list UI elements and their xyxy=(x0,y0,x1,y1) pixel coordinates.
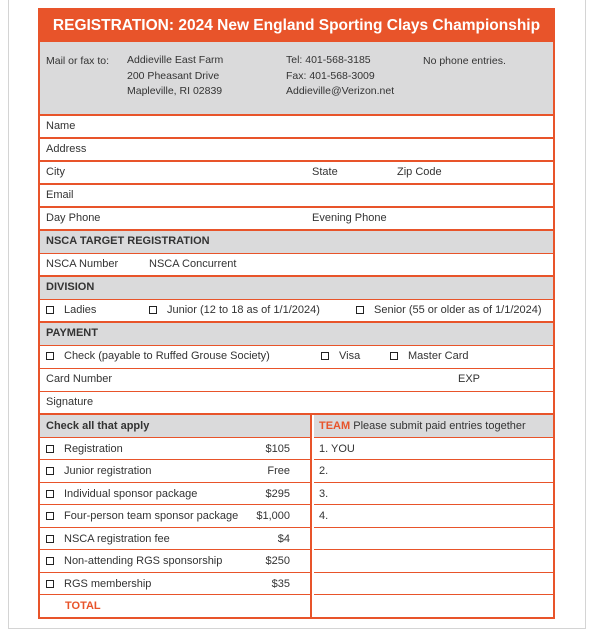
checkbox-icon[interactable] xyxy=(46,445,54,453)
team-heading-row xyxy=(314,415,553,438)
fee-item-price: $295 xyxy=(265,487,290,500)
fee-item-label: Four-person team sponsor package xyxy=(64,510,239,522)
total-row[interactable] xyxy=(40,595,310,618)
address-label: Address xyxy=(46,143,87,155)
contact-tel: Tel: 401-568-3185 xyxy=(286,54,371,66)
day-phone-label: Day Phone xyxy=(46,212,101,224)
team-entry: 2. xyxy=(319,465,329,477)
payment-method-row xyxy=(40,346,553,369)
team-heading: TEAM xyxy=(319,420,351,432)
nsca-number-label: NSCA Number xyxy=(46,258,119,270)
team-entry-row[interactable] xyxy=(314,460,553,483)
payment-option-visa[interactable]: Visa xyxy=(321,346,360,367)
fee-item-label: RGS membership xyxy=(64,577,152,590)
total-label: TOTAL xyxy=(65,600,101,612)
team-entry-row[interactable] xyxy=(314,528,553,551)
registration-form xyxy=(38,8,555,619)
checklist-heading-row xyxy=(40,415,310,438)
payment-option-mastercard[interactable]: Master Card xyxy=(390,346,469,367)
team-heading-note: Please submit paid entries together xyxy=(353,420,526,432)
team-entry: 3. xyxy=(319,487,329,500)
payment-heading: PAYMENT xyxy=(46,327,98,339)
fees-column xyxy=(40,415,312,617)
fee-item-row[interactable] xyxy=(40,573,310,596)
checkbox-icon[interactable] xyxy=(46,535,54,543)
checkbox-icon[interactable] xyxy=(46,512,54,520)
team-entry-row[interactable] xyxy=(314,505,553,528)
phone-row[interactable] xyxy=(40,208,553,231)
checkbox-icon[interactable] xyxy=(46,467,54,475)
no-phone-note: No phone entries. xyxy=(423,55,506,67)
division-heading: DIVISION xyxy=(46,281,95,293)
email-row[interactable] xyxy=(40,185,553,208)
name-label: Name xyxy=(46,120,76,132)
payment-option-check[interactable]: Check (payable to Ruffed Grouse Society) xyxy=(46,346,270,367)
fee-item-price: $1,000 xyxy=(256,510,290,522)
division-option-junior[interactable]: Junior (12 to 18 as of 1/1/2024) xyxy=(149,300,320,321)
division-option-ladies[interactable]: Ladies xyxy=(46,300,96,321)
team-entry-row[interactable] xyxy=(314,483,553,506)
contact-fax: Fax: 401-568-3009 xyxy=(286,69,375,82)
zip-label: Zip Code xyxy=(397,166,442,178)
fee-item-price: $250 xyxy=(265,555,290,567)
mail-label: Mail or fax to: xyxy=(46,55,110,67)
fee-item-row[interactable] xyxy=(40,460,310,483)
fee-item-label: Junior registration xyxy=(64,465,152,477)
fee-item-row[interactable] xyxy=(40,505,310,528)
signature-label: Signature xyxy=(46,396,94,408)
checkbox-icon[interactable] xyxy=(46,490,54,498)
fee-item-row[interactable] xyxy=(40,483,310,506)
fee-item-label: Individual sponsor package xyxy=(64,487,198,500)
fee-item-price: $4 xyxy=(277,532,290,545)
checkbox-icon[interactable] xyxy=(46,580,54,588)
fees-and-team-section xyxy=(40,415,553,617)
fee-item-price: $105 xyxy=(265,442,290,455)
team-entry-row[interactable] xyxy=(314,595,553,618)
name-row[interactable] xyxy=(40,116,553,139)
card-number-row[interactable] xyxy=(40,369,553,392)
checkbox-icon[interactable] xyxy=(390,352,398,360)
nsca-row[interactable] xyxy=(40,254,553,277)
team-entry-row[interactable] xyxy=(314,550,553,573)
fee-item-row[interactable] xyxy=(40,438,310,461)
city-label: City xyxy=(46,166,65,178)
nsca-heading-row xyxy=(40,231,553,254)
exp-label: EXP xyxy=(458,373,481,385)
mail-address-line-2: 200 Pheasant Drive xyxy=(127,69,220,82)
fee-item-label: Non-attending RGS sponsorship xyxy=(64,555,223,567)
division-heading-row xyxy=(40,277,553,300)
city-row[interactable] xyxy=(40,162,553,185)
signature-row[interactable] xyxy=(40,392,553,415)
fee-item-price: $35 xyxy=(271,577,290,590)
team-entry-row[interactable] xyxy=(314,573,553,596)
form-title: REGISTRATION: 2024 New England Sporting Clays Championship xyxy=(40,10,553,42)
division-row xyxy=(40,300,553,323)
state-label: State xyxy=(312,166,338,178)
fee-item-label: NSCA registration fee xyxy=(64,532,170,545)
fee-item-row[interactable] xyxy=(40,550,310,573)
team-entry-row[interactable] xyxy=(314,438,553,461)
payment-heading-row xyxy=(40,323,553,346)
checkbox-icon[interactable] xyxy=(46,352,54,360)
checkbox-icon[interactable] xyxy=(46,306,54,314)
address-row[interactable] xyxy=(40,139,553,162)
nsca-heading: NSCA TARGET REGISTRATION xyxy=(46,235,210,247)
email-label: Email xyxy=(46,189,74,201)
fee-item-label: Registration xyxy=(64,442,123,455)
fee-item-price: Free xyxy=(267,465,290,477)
mail-info-block xyxy=(40,42,553,116)
checkbox-icon[interactable] xyxy=(321,352,329,360)
checkbox-icon[interactable] xyxy=(149,306,157,314)
card-number-label: Card Number xyxy=(46,373,113,385)
checkbox-icon[interactable] xyxy=(46,557,54,565)
evening-phone-label: Evening Phone xyxy=(312,212,387,224)
checklist-heading: Check all that apply xyxy=(46,420,150,432)
mail-address-line-1: Addieville East Farm xyxy=(127,54,224,66)
checkbox-icon[interactable] xyxy=(356,306,364,314)
mail-address-line-3: Mapleville, RI 02839 xyxy=(127,85,223,97)
nsca-concurrent-label: NSCA Concurrent xyxy=(149,258,237,270)
team-entry: 4. xyxy=(319,510,329,522)
fee-item-row[interactable] xyxy=(40,528,310,551)
team-entry: 1. YOU xyxy=(319,442,355,455)
division-option-senior[interactable]: Senior (55 or older as of 1/1/2024) xyxy=(356,300,542,321)
team-column xyxy=(314,415,553,617)
contact-email: Addieville@Verizon.net xyxy=(286,85,395,97)
